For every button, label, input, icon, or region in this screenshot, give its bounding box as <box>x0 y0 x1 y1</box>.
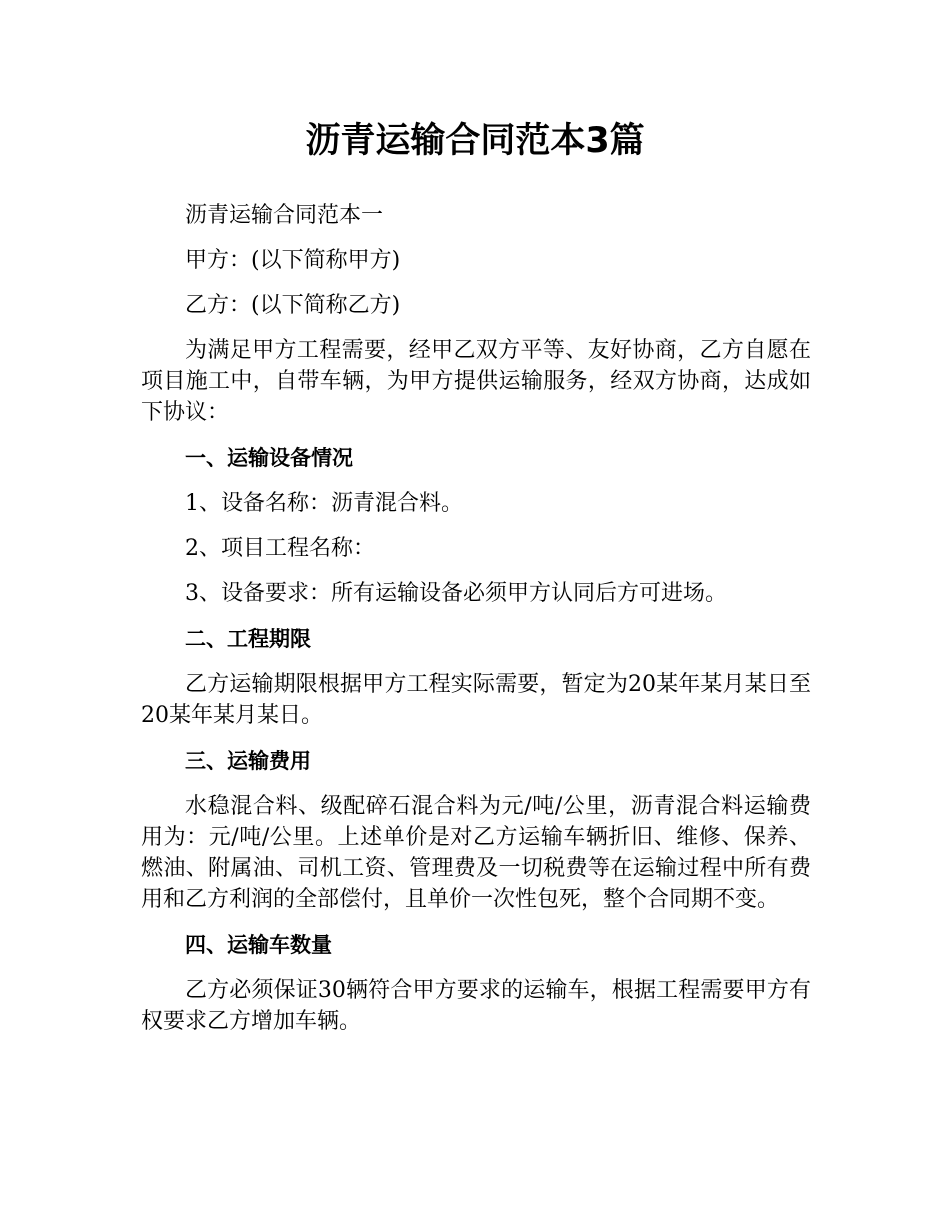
section-heading: 二、工程期限 <box>185 627 311 651</box>
document-body <box>141 200 811 1037</box>
party-b-line: 乙方：(以下简称乙方) <box>185 293 401 318</box>
clause-paragraph: 水稳混合料、级配碎石混合料为元/吨/公里，沥青混合料运输费用为：元/吨/公里。上述单价是对乙方运输车辆折旧、维修、保养、燃油、附属油、司机工资、管理费及一切税费等在运输过程中所有费用和乙方利润的全部偿付，且单价一次性包死，整个合同期不变。 <box>141 794 811 912</box>
document-title: 沥青运输合同范本3篇 <box>305 121 645 161</box>
section-heading: 四、运输车数量 <box>185 933 332 957</box>
clause-paragraph: 乙方必须保证30辆符合甲方要求的运输车，根据工程需要甲方有权要求乙方增加车辆。 <box>141 978 811 1034</box>
section-label: 沥青运输合同范本一 <box>185 203 384 228</box>
clause-paragraph: 乙方运输期限根据甲方工程实际需要，暂定为20某年某月某日至20某年某月某日。 <box>141 672 811 728</box>
section-heading: 一、运输设备情况 <box>185 446 353 470</box>
clause-paragraph: 2、项目工程名称： <box>185 536 375 561</box>
clause-paragraph: 3、设备要求：所有运输设备必须甲方认同后方可进场。 <box>185 581 727 606</box>
party-a-line: 甲方：(以下简称甲方) <box>185 248 401 273</box>
preamble-paragraph: 为满足甲方工程需要，经甲乙双方平等、友好协商，乙方自愿在项目施工中，自带车辆，为甲方提供运输服务，经双方协商，达成如下协议： <box>141 338 811 425</box>
section-heading: 三、运输费用 <box>185 749 311 773</box>
clause-paragraph: 1、设备名称：沥青混合料。 <box>185 491 463 516</box>
